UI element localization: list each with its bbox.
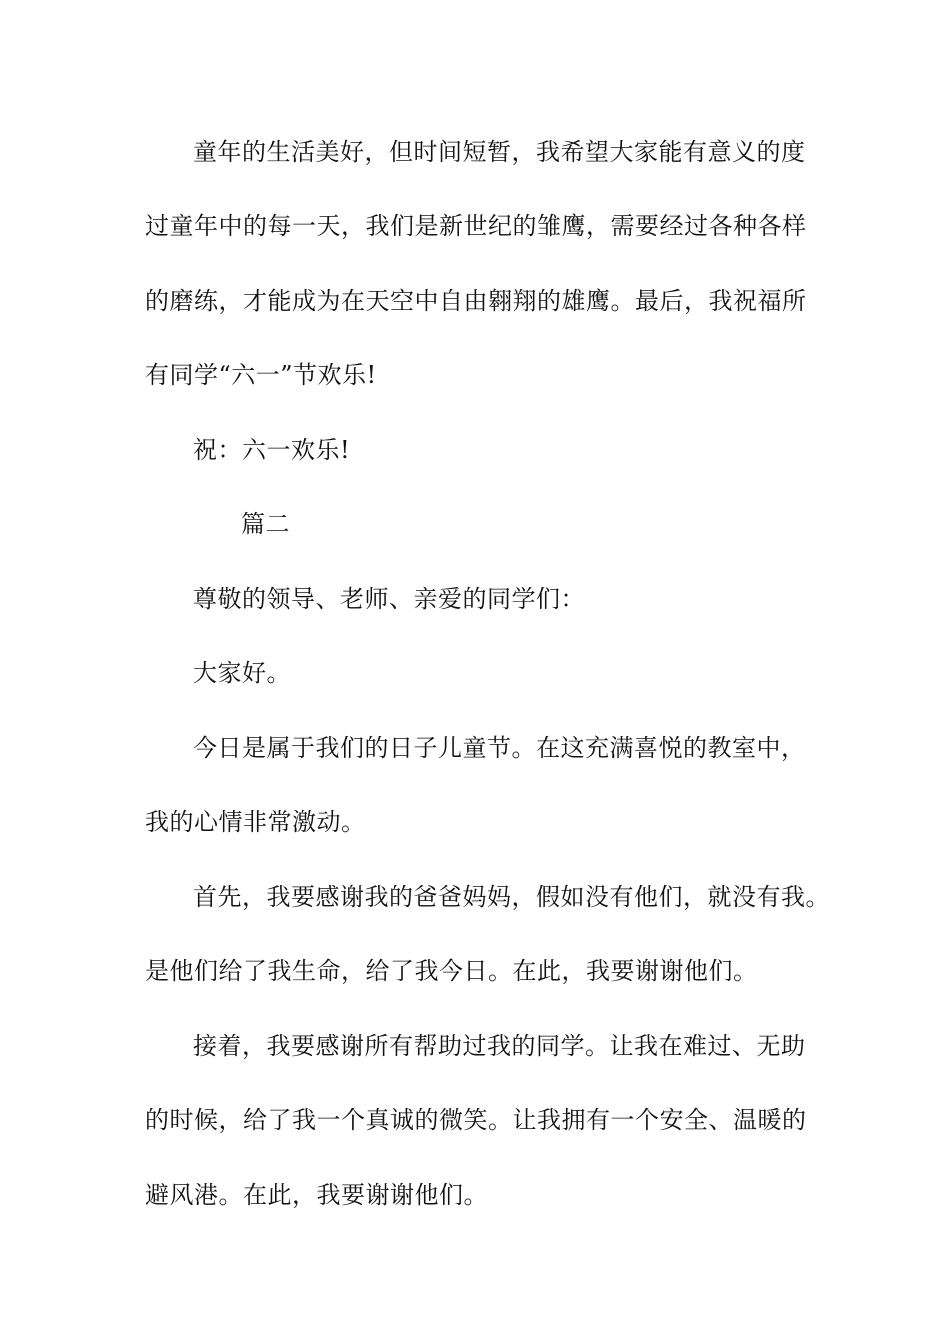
paragraph-line: 的时候，给了我一个真诚的微笑。让我拥有一个安全、温暖的 [145, 1106, 807, 1134]
salutation-line: 尊敬的领导、老师、亲爱的同学们： [193, 585, 585, 613]
paragraph-line: 过童年中的每一天，我们是新世纪的雏鹰，需要经过各种各样 [145, 212, 807, 240]
paragraph-line: 童年的生活美好，但时间短暂，我希望大家能有意义的度 [193, 138, 806, 166]
closing-line: 祝：六一欢乐! [193, 436, 351, 464]
paragraph-line: 首先，我要感谢我的爸爸妈妈，假如没有他们，就没有我。 [193, 883, 830, 911]
paragraph-line: 我的心情非常激动。 [145, 808, 366, 836]
paragraph-line: 今日是属于我们的日子儿童节。在这充满喜悦的教室中， [193, 734, 806, 762]
paragraph-line: 避风港。在此，我要谢谢他们。 [145, 1181, 488, 1209]
paragraph-line: 的磨练，才能成为在天空中自由翱翔的雄鹰。最后，我祝福所 [145, 287, 807, 315]
paragraph-line: 是他们给了我生命，给了我今日。在此，我要谢谢他们。 [145, 957, 758, 985]
paragraph-line: 接着，我要感谢所有帮助过我的同学。让我在难过、无助 [193, 1032, 806, 1060]
greeting-line: 大家好。 [193, 659, 291, 687]
paragraph-line: 有同学“六一”节欢乐! [145, 361, 377, 389]
section-heading: 篇二 [241, 510, 290, 538]
